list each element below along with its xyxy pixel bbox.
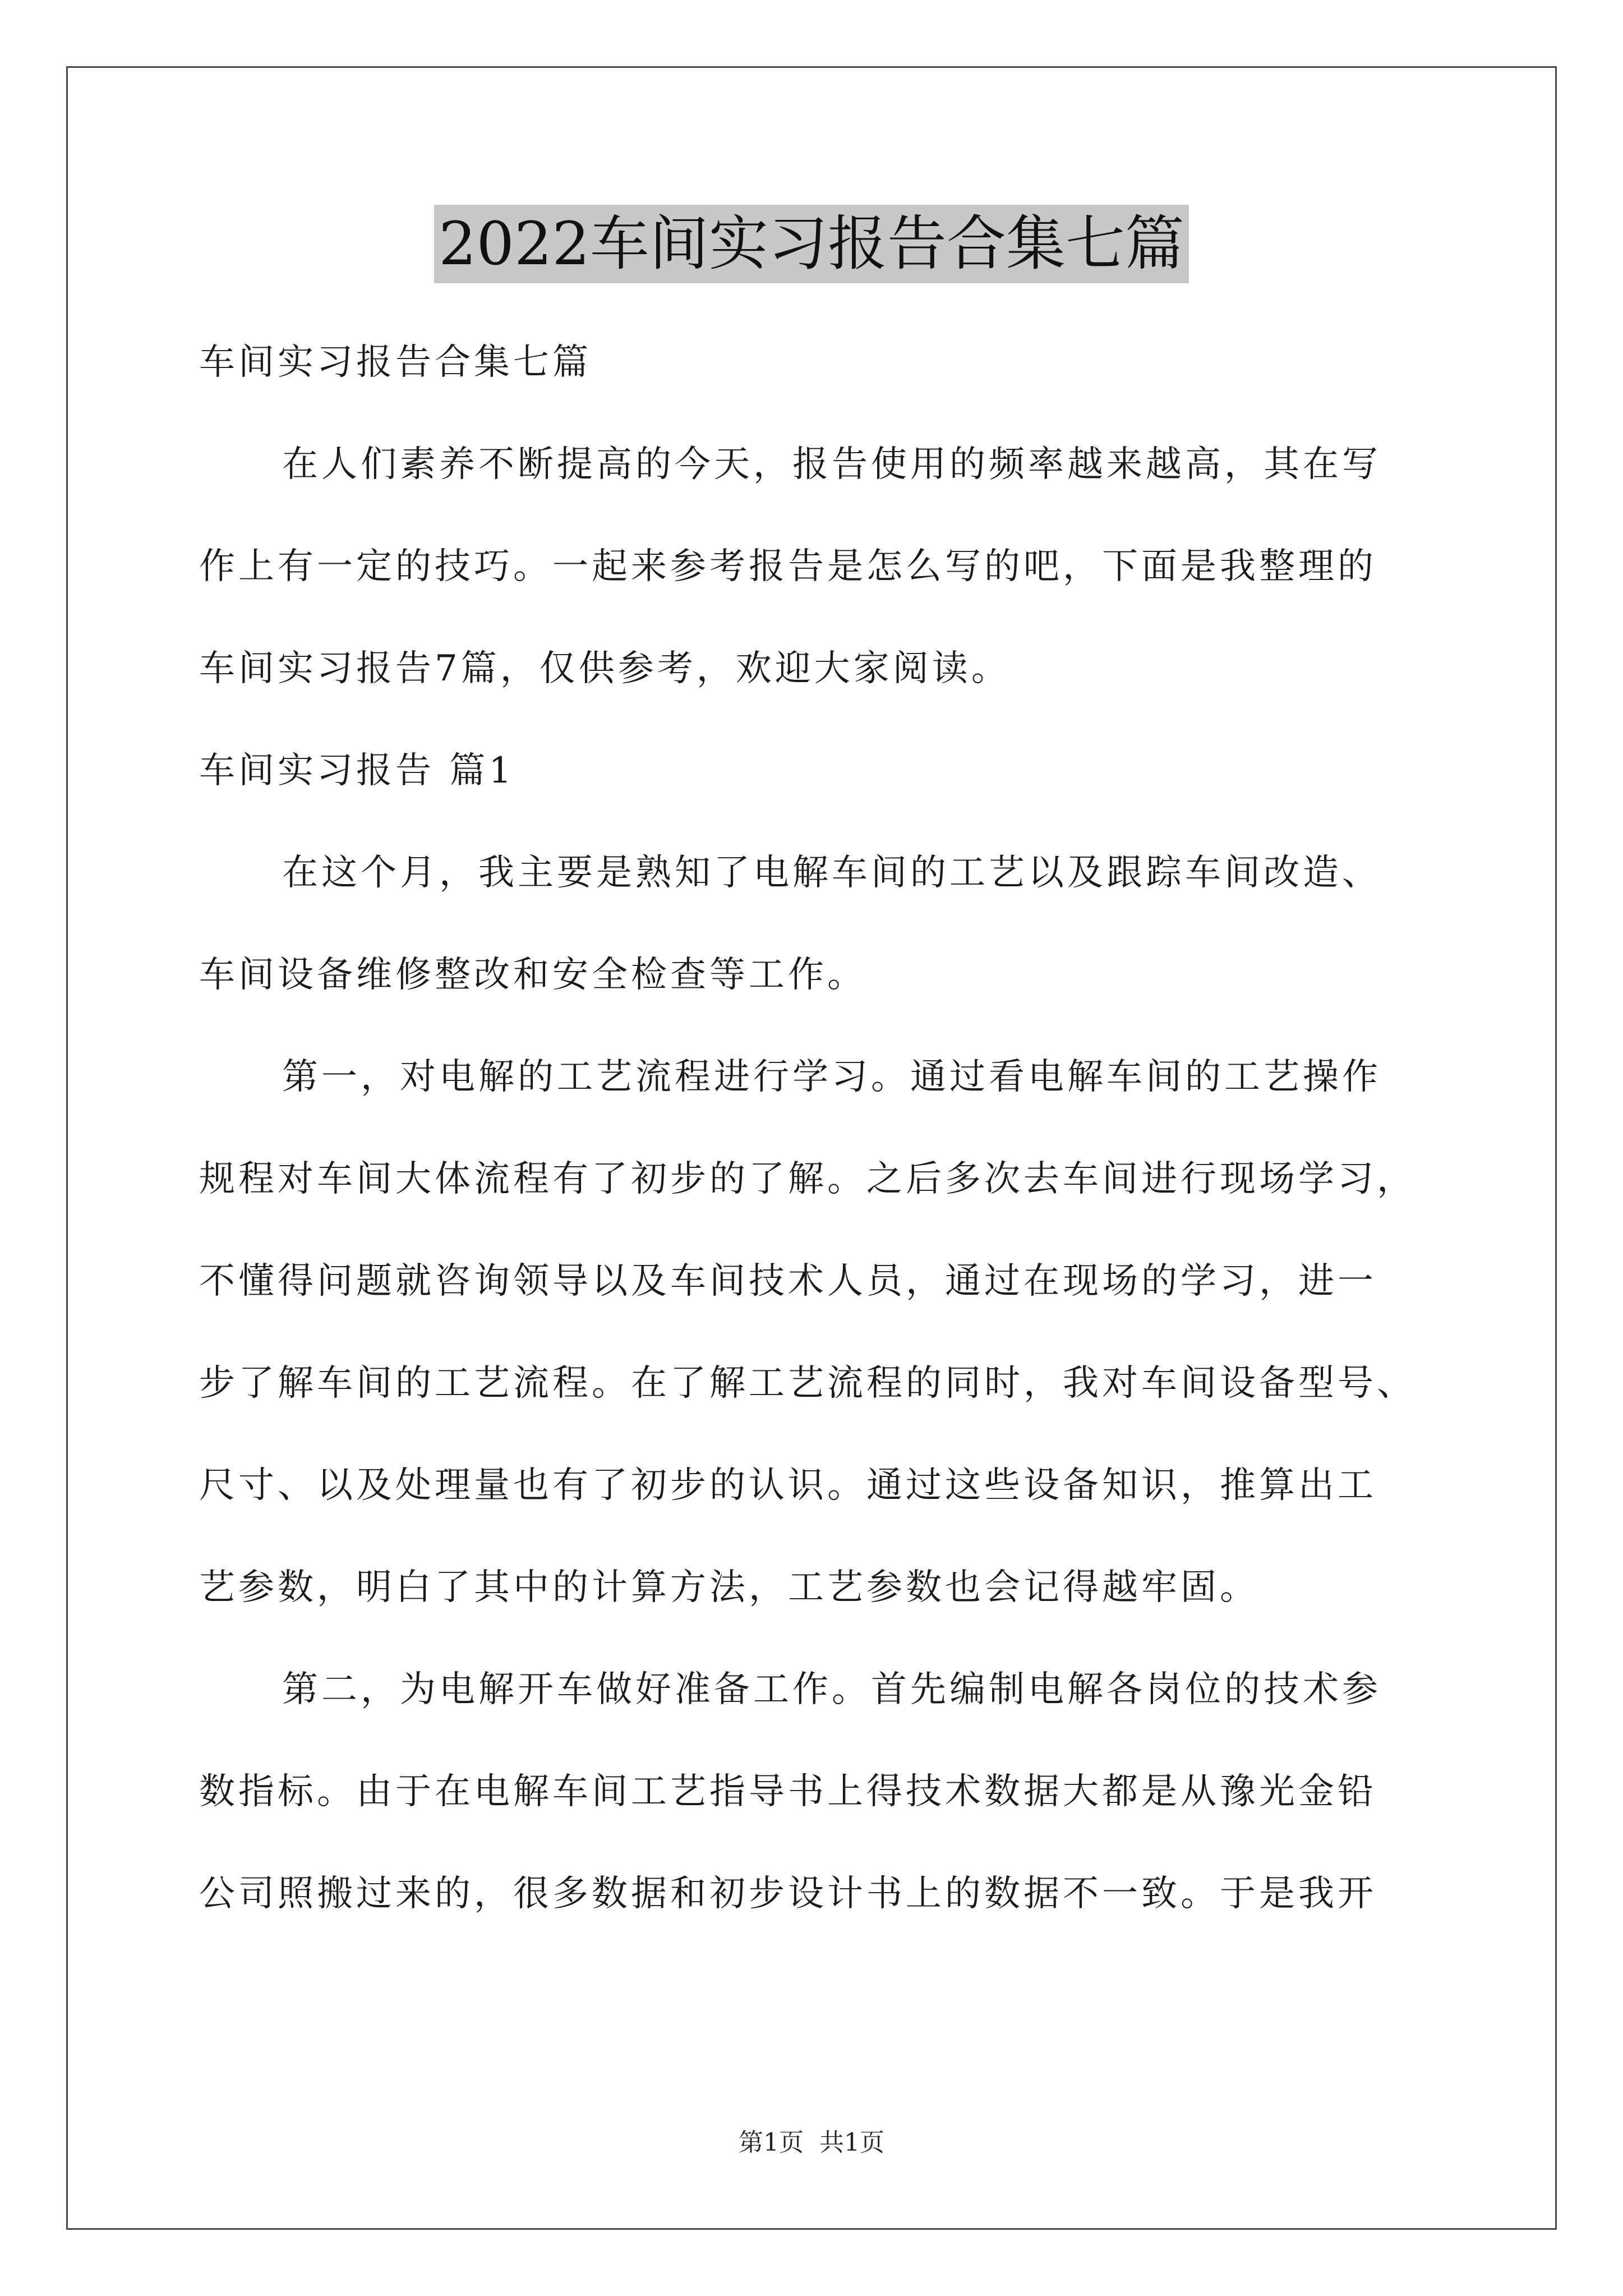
text-line: 在人们素养不断提高的今天，报告使用的频率越来越高，其在写 [282, 444, 1381, 485]
text-line: 第一，对电解的工艺流程进行学习。通过看电解车间的工艺操作 [282, 1056, 1381, 1098]
text-line: 第二，为电解开车做好准备工作。首先编制电解各岗位的技术参 [282, 1669, 1381, 1710]
text-line: 规程对车间大体流程有了初步的了解。之后多次去车间进行现场学习， [199, 1158, 1416, 1200]
page-footer: 第1页 共1页 [739, 2128, 884, 2157]
text-line: 车间实习报告合集七篇 [199, 342, 592, 383]
text-line: 作上有一定的技巧。一起来参考报告是怎么写的吧，下面是我整理的 [199, 546, 1377, 587]
text-line: 车间设备维修整改和安全检查等工作。 [199, 954, 866, 996]
text-line: 步了解车间的工艺流程。在了解工艺流程的同时，我对车间设备型号、 [199, 1363, 1416, 1404]
text-line: 不懂得问题就咨询领导以及车间技术人员，通过在现场的学习，进一 [199, 1260, 1377, 1302]
text-line: 在这个月，我主要是熟知了电解车间的工艺以及跟踪车间改造、 [282, 852, 1381, 894]
document-body [199, 311, 1427, 1945]
text-line: 数指标。由于在电解车间工艺指导书上得技术数据大都是从豫光金铅 [199, 1771, 1377, 1812]
text-line: 车间实习报告7篇，仅供参考，欢迎大家阅读。 [199, 648, 1011, 689]
text-line: 车间实习报告 篇1 [199, 750, 515, 792]
text-line: 尺寸、以及处理量也有了初步的认识。通过这些设备知识，推算出工 [199, 1465, 1377, 1506]
document-title: 2022车间实习报告合集七篇 [434, 205, 1189, 283]
text-line: 公司照搬过来的，很多数据和初步设计书上的数据不一致。于是我开 [199, 1873, 1377, 1915]
text-line: 艺参数，明白了其中的计算方法，工艺参数也会记得越牢固。 [199, 1567, 1259, 1608]
title-container [0, 205, 1623, 283]
